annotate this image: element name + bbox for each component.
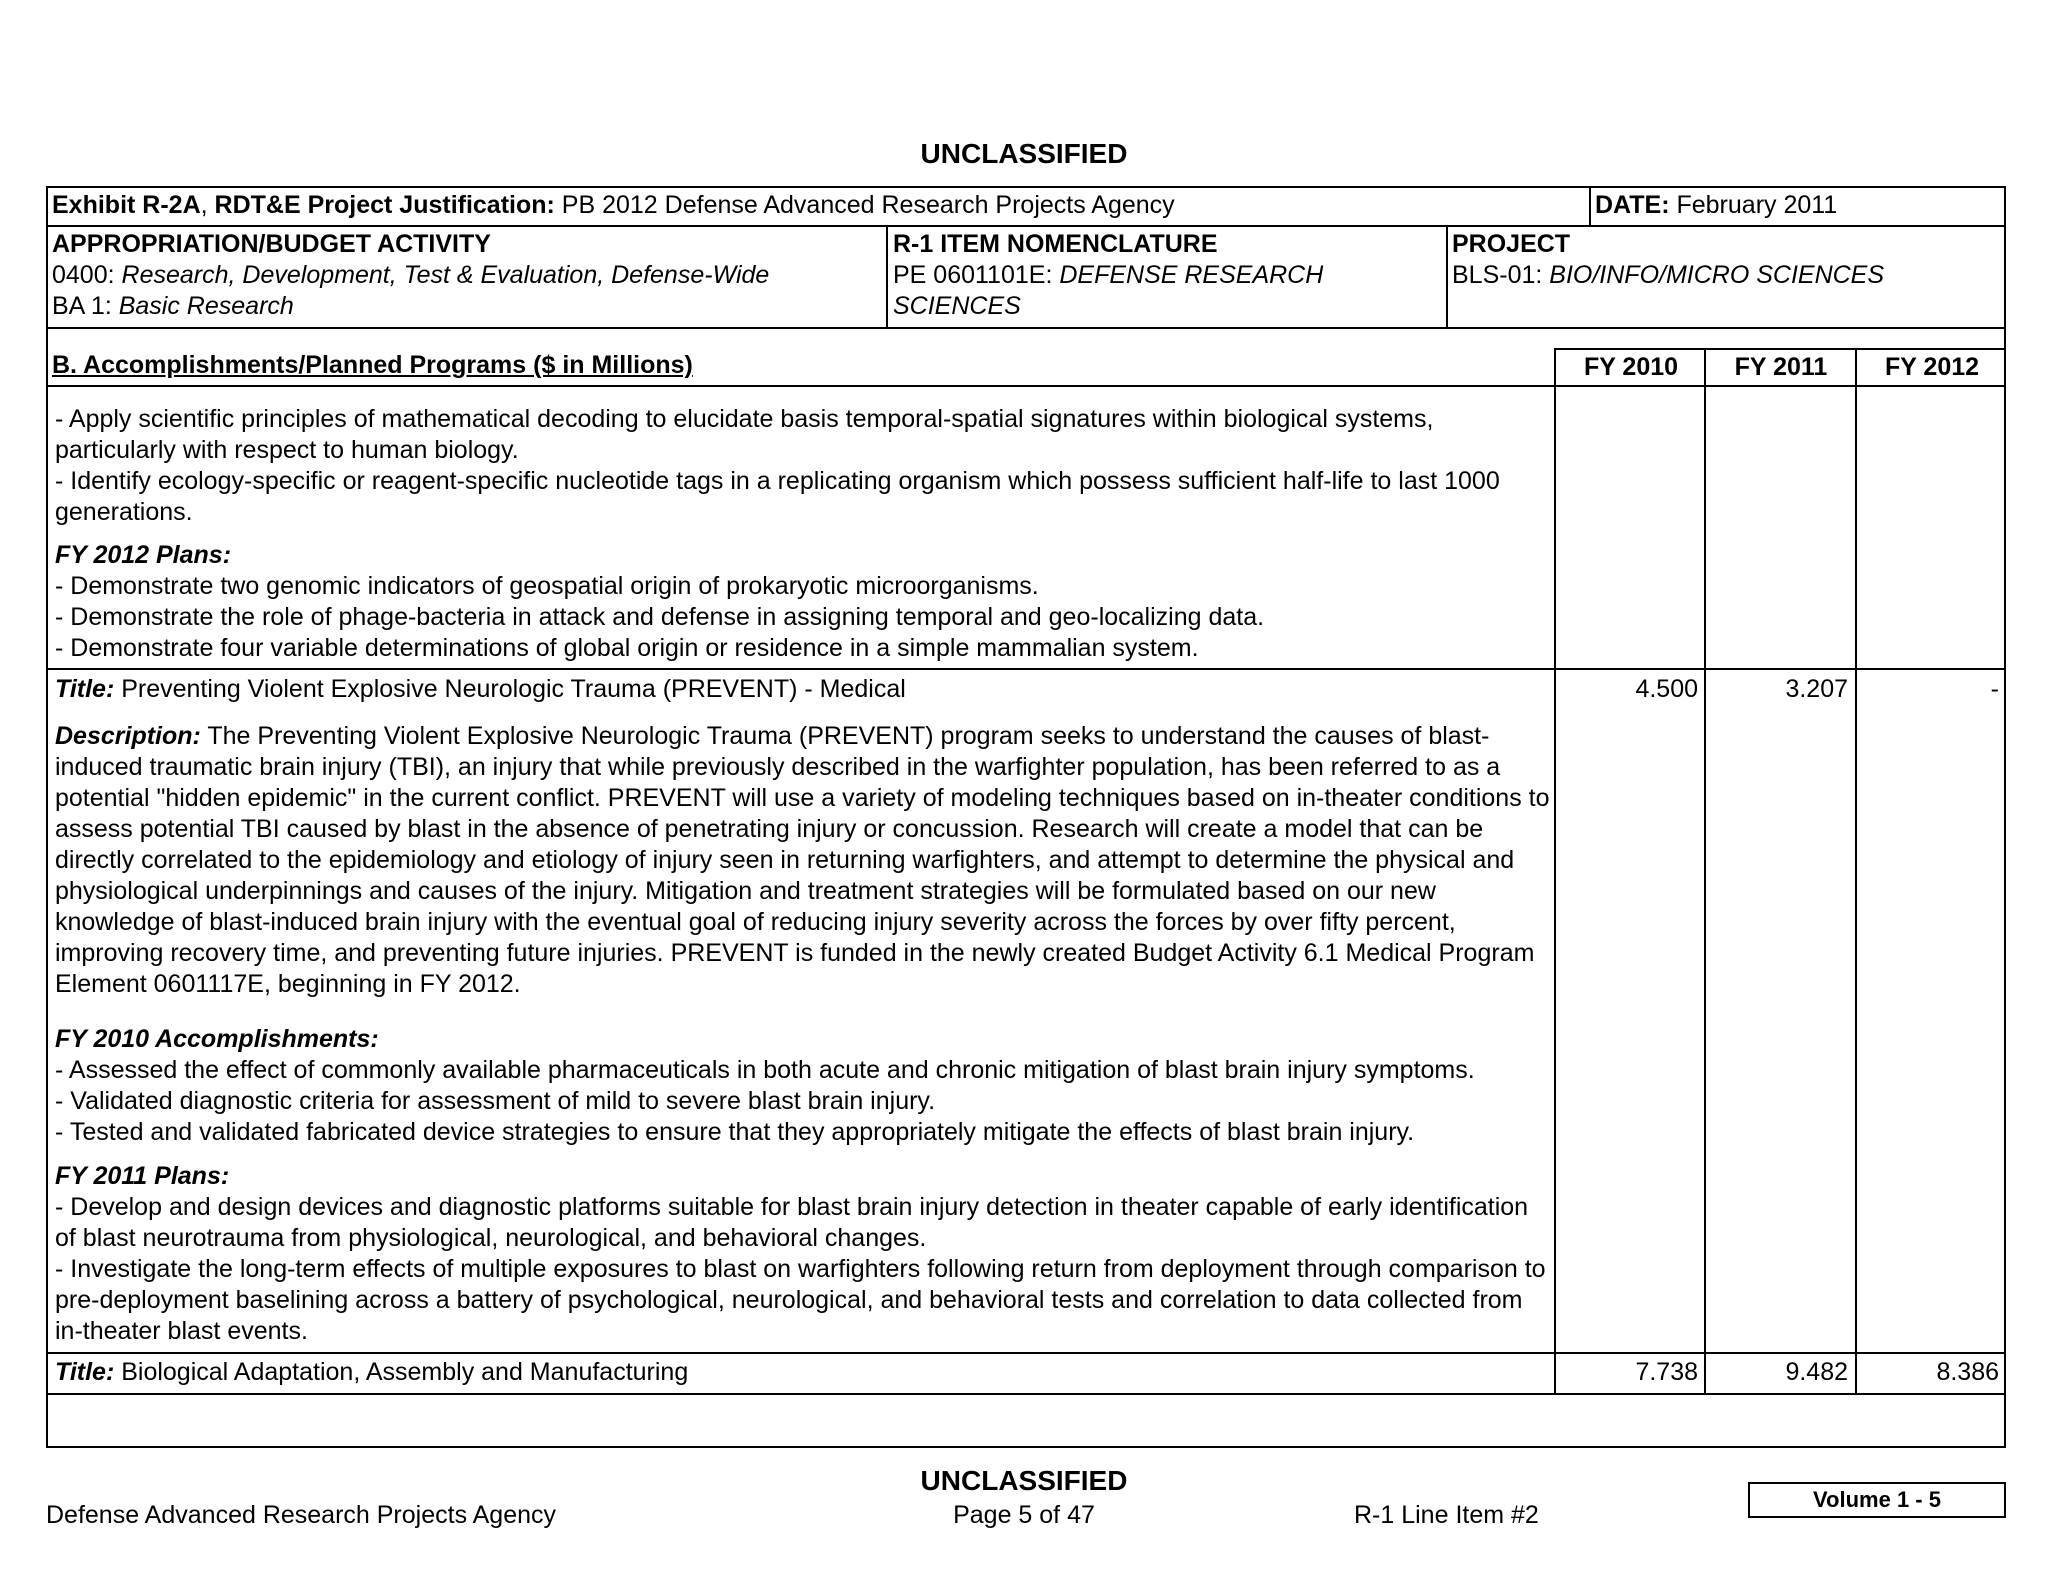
rule-col-3 <box>1855 348 1857 1395</box>
biological-fy2010: 7.738 <box>1635 1358 1698 1386</box>
rule-info-sep-1 <box>886 225 888 329</box>
project-label: PROJECT <box>1452 230 1571 258</box>
appropriation-label: APPROPRIATION/BUDGET ACTIVITY <box>52 230 491 258</box>
col-fy2012: FY 2012 <box>1884 353 1980 381</box>
accomplishment-line: - Tested and validated fabricated device strategies to ensure that they appropriately mitigate the effects of blast brain injury. <box>55 1118 1415 1146</box>
prevent-description: Description: The Preventing Violent Explosive Neurologic Trauma (PREVENT) program seeks to understand the causes of blast-induced traumatic brain injury (TBI), an injury that while previously described in the warfighter population, has been referred to as a potential "hidden epidemic" in the current conflict. PREVENT will use a variety of modeling techniques based on in-theater conditions to assess potential TBI caused by blast in the absence of penetrating injury or concussion. Research will create a model that can be directly correlated to the epidemiology and etiology of injury seen in returning warfighters, and attempt to determine the physical and physiological underpinnings and causes of the injury. Mitigation and treatment strategies will be formulated based on our new knowledge of blast-induced brain injury with the eventual goal of reducing injury severity across the forces by over fifty percent, improving recovery time, and preventing future injuries. PREVENT is funded in the newly created Budget Activity 6.1 Medical Program Element 0601117E, beginning in FY 2012. <box>55 722 1550 998</box>
rule-date-sep <box>1589 186 1591 227</box>
rule-section-head <box>46 385 2006 387</box>
plans-heading: FY 2012 Plans: <box>55 541 232 569</box>
accomplishment-line: - Assessed the effect of commonly available pharmaceuticals in both acute and chronic mitigation of blast brain injury symptoms. <box>55 1056 1475 1084</box>
project-value: BLS-01: BIO/INFO/MICRO SCIENCES <box>1452 261 1885 289</box>
footer-page: Page 5 of 47 <box>953 1501 1095 1529</box>
r1-value: PE 0601101E: DEFENSE RESEARCH <box>893 261 1324 289</box>
col-fy2010: FY 2010 <box>1583 353 1679 381</box>
section-title: B. Accomplishments/Planned Programs ($ in Millions) <box>52 351 693 379</box>
r1-value-line2: SCIENCES <box>893 292 1021 320</box>
plan-line: - Investigate the long-term effects of multiple exposures to blast on warfighters following return from deployment through comparison to pre-deployment baselining across a battery of psychological, neurological, and behavioral tests and correlation to data collected from in-theater blast events. <box>55 1255 1546 1345</box>
prevent-fy2012: - <box>1990 675 1999 703</box>
continued-line: - Apply scientific principles of mathematical decoding to elucidate basis temporal-spatial signatures within biological systems, particularly with respect to human biology. <box>55 405 1434 464</box>
appropriation-value: 0400: Research, Development, Test & Evaluation, Defense-Wide <box>52 261 770 289</box>
prevent-fy2011: 3.207 <box>1785 675 1848 703</box>
footer-agency: Defense Advanced Research Projects Agency <box>46 1501 557 1529</box>
footer-line-item: R-1 Line Item #2 <box>1354 1501 1539 1529</box>
continued-line: - Identify ecology-specific or reagent-specific nucleotide tags in a replicating organism which possess sufficient half-life to last 1000 generations. <box>55 467 1500 526</box>
rule-biological <box>46 1393 2006 1395</box>
continued-block <box>55 404 1550 664</box>
budget-activity-value: BA 1: Basic Research <box>52 292 294 320</box>
accomplishment-line: - Validated diagnostic criteria for assessment of mild to severe blast brain injury. <box>55 1087 936 1115</box>
biological-title: Title: Biological Adaptation, Assembly and Manufacturing <box>55 1358 689 1386</box>
rule-fy-top <box>1554 348 2006 350</box>
date-field: DATE: February 2011 <box>1595 191 1838 219</box>
biological-fy2011: 9.482 <box>1785 1358 1848 1386</box>
rule-info <box>46 327 2006 329</box>
plan-line: - Demonstrate four variable determinations of global origin or residence in a simple mammalian system. <box>55 634 1199 662</box>
rule-continued <box>46 668 2006 670</box>
plan-line: - Demonstrate the role of phage-bacteria in attack and defense in assigning temporal and geo-localizing data. <box>55 603 1265 631</box>
r1-label: R-1 ITEM NOMENCLATURE <box>893 230 1218 258</box>
prevent-accomplishments <box>55 1024 1550 1347</box>
plans-heading: FY 2011 Plans: <box>55 1162 230 1190</box>
rule-info-sep-2 <box>1446 225 1448 329</box>
rule-col-2 <box>1704 348 1706 1395</box>
exhibit-title: Exhibit R-2A, RDT&E Project Justification: PB 2012 Defense Advanced Research Projects Agency <box>52 191 1175 219</box>
prevent-title: Title: Preventing Violent Explosive Neurologic Trauma (PREVENT) - Medical <box>55 675 906 703</box>
accomplishments-heading: FY 2010 Accomplishments: <box>55 1025 379 1053</box>
plan-line: - Demonstrate two genomic indicators of geospatial origin of prokaryotic microorganisms. <box>55 572 1039 600</box>
rule-header <box>46 225 2006 227</box>
classification-bottom: UNCLASSIFIED <box>920 1465 1128 1496</box>
biological-fy2012: 8.386 <box>1936 1358 1999 1386</box>
plan-line: - Develop and design devices and diagnostic platforms suitable for blast brain injury detection in theater capable of early identification of blast neurotrauma from physiological, neurological, and behavioral changes. <box>55 1193 1529 1252</box>
rule-prevent <box>46 1352 2006 1354</box>
classification-top: UNCLASSIFIED <box>920 138 1128 169</box>
rule-col-1 <box>1554 348 1556 1395</box>
col-fy2011: FY 2011 <box>1734 353 1828 381</box>
prevent-fy2010: 4.500 <box>1635 675 1698 703</box>
volume-box: Volume 1 - 5 <box>1748 1482 2006 1518</box>
